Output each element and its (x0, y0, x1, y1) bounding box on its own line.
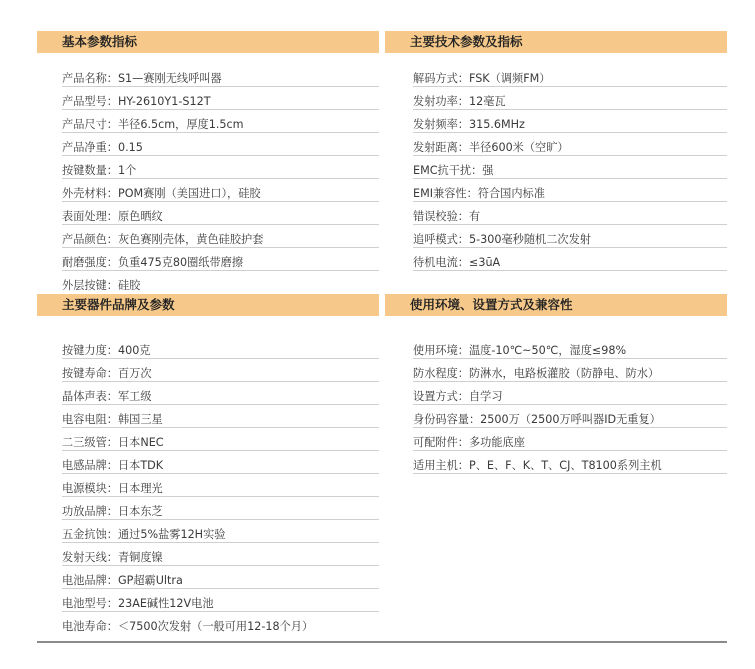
row-label: 电源模块： (62, 482, 118, 495)
tech-section-title: 主要技术参数及指标 (410, 34, 523, 49)
row-value: 半径600米（空旷） (468, 141, 569, 154)
row-label: 产品型号： (62, 95, 118, 108)
bottom-divider (37, 641, 727, 643)
tech-row (413, 162, 727, 179)
row-label: 晶体声表： (62, 390, 118, 403)
row-label: 防水程度： (413, 367, 469, 380)
row-value: 日本东芝 (117, 505, 163, 518)
environment-section-title: 使用环境、设置方式及兼容性 (410, 297, 573, 312)
row-value: 12毫瓦 (468, 95, 506, 108)
row-value: P、E、F、K、T、CJ、T8100系列主机 (468, 459, 662, 472)
basic-row (62, 116, 379, 133)
row-value: ≤3ūA (468, 256, 501, 269)
components-row (62, 503, 379, 520)
components-row (62, 549, 379, 566)
row-label: 发射距离： (413, 141, 469, 154)
row-value: 军工级 (117, 390, 152, 403)
tech-row (413, 139, 727, 156)
environment-row (413, 365, 727, 382)
row-label: 产品净重： (62, 141, 118, 154)
row-label: 功放品牌： (62, 505, 118, 518)
row-label: 电池寿命： (62, 620, 118, 633)
tech-row (413, 93, 727, 110)
basic-row (62, 231, 379, 248)
row-label: 按键数量： (62, 164, 118, 177)
components-section-title: 主要器件品牌及参数 (62, 297, 175, 312)
row-value: POM赛刚（美国进口），硅胶 (117, 187, 261, 200)
row-label: 电池品牌： (62, 574, 118, 587)
row-label: 发射频率： (413, 118, 469, 131)
row-value: 温度-10℃~50℃，湿度≤98% (468, 344, 627, 357)
basic-row (62, 162, 379, 179)
components-row (62, 457, 379, 474)
row-value: 负重475克80圈纸带磨擦 (117, 256, 244, 269)
row-label: 耐磨强度： (62, 256, 118, 269)
row-label: 二三级管： (62, 436, 118, 449)
basic-row (62, 277, 379, 294)
tech-row (413, 231, 727, 248)
environment-row (413, 411, 727, 428)
row-label: 适用主机： (413, 459, 469, 472)
row-label: 产品名称： (62, 72, 118, 85)
row-label: 按键力度： (62, 344, 118, 357)
row-label: 身份码容量： (413, 413, 481, 426)
row-value: 有 (468, 210, 481, 223)
row-value: 日本理光 (117, 482, 163, 495)
row-label: 外层按键： (62, 279, 118, 292)
components-row (62, 572, 379, 589)
row-label: 表面处理： (62, 210, 118, 223)
environment-row (413, 434, 727, 451)
tech-row (413, 185, 727, 202)
basic-row (62, 208, 379, 225)
row-value: 日本TDK (117, 459, 164, 472)
components-row (62, 526, 379, 543)
row-label: 五金抗蚀： (62, 528, 118, 541)
row-label: 按键寿命： (62, 367, 118, 380)
basic-row (62, 139, 379, 156)
row-value: 0.15 (117, 141, 143, 154)
row-value: 日本NEC (117, 436, 164, 449)
environment-row (413, 388, 727, 405)
components-row (62, 365, 379, 382)
row-label: 设置方式： (413, 390, 469, 403)
row-label: 追呼模式： (413, 233, 469, 246)
tech-row (413, 116, 727, 133)
row-value: ＜7500次发射（一般可用12-18个月） (117, 620, 314, 633)
row-label: EMC抗干扰： (413, 164, 483, 177)
row-value: 自学习 (468, 390, 503, 403)
basic-row (62, 254, 379, 271)
row-label: 待机电流： (413, 256, 469, 269)
components-row (62, 480, 379, 497)
row-value: S1—赛刚无线呼叫器 (117, 72, 222, 85)
basic-row (62, 185, 379, 202)
row-label: 产品尺寸： (62, 118, 118, 131)
row-value: 防淋水，电路板灌胶（防静电、防水） (468, 367, 660, 380)
components-row (62, 595, 379, 612)
components-row (62, 411, 379, 428)
tech-row (413, 70, 727, 87)
environment-row (413, 457, 727, 474)
components-row (62, 618, 379, 635)
row-label: 可配附件： (413, 436, 469, 449)
row-label: 错误校验： (413, 210, 469, 223)
row-value: 原色晒纹 (117, 210, 163, 223)
basic-section-title: 基本参数指标 (62, 34, 138, 49)
row-label: 外壳材料： (62, 187, 118, 200)
row-value: 2500万（2500万呼叫器ID无重复） (480, 413, 661, 426)
row-value: 硅胶 (117, 279, 141, 292)
basic-row (62, 70, 379, 87)
row-value: 青铜度镍 (117, 551, 163, 564)
row-label: 电池型号： (62, 597, 118, 610)
row-value: 百万次 (117, 367, 152, 380)
row-value: 多功能底座 (468, 436, 525, 449)
row-label: 使用环境： (413, 344, 469, 357)
row-label: 产品颜色： (62, 233, 118, 246)
row-value: 强 (482, 164, 494, 177)
components-row (62, 342, 379, 359)
environment-row (413, 342, 727, 359)
row-label: 电感品牌： (62, 459, 118, 472)
basic-row (62, 93, 379, 110)
row-value: 通过5%盐雾12H实验 (117, 528, 226, 541)
row-value: 灰色赛刚壳体，黄色硅胶护套 (117, 233, 264, 246)
row-value: HY-2610Y1-S12T (117, 95, 211, 108)
row-value: 1个 (117, 164, 137, 177)
row-label: EMI兼容性： (413, 187, 478, 200)
row-value: 400克 (117, 344, 151, 357)
tech-row (413, 208, 727, 225)
row-value: 半径6.5cm，厚度1.5cm (117, 118, 244, 131)
row-value: 23AE碱性12V电池 (117, 597, 214, 610)
row-label: 解码方式： (413, 72, 469, 85)
tech-row (413, 254, 727, 271)
row-value: 5-300毫秒随机二次发射 (468, 233, 591, 246)
row-value: 韩国三星 (117, 413, 163, 426)
row-label: 发射功率： (413, 95, 469, 108)
row-label: 电容电阻： (62, 413, 118, 426)
row-value: GP超霸Ultra (117, 574, 183, 587)
row-value: FSK（调频FM） (468, 72, 551, 85)
row-label: 发射天线： (62, 551, 118, 564)
row-value: 符合国内标准 (477, 187, 545, 200)
row-value: 315.6MHz (468, 118, 525, 131)
components-row (62, 388, 379, 405)
components-row (62, 434, 379, 451)
